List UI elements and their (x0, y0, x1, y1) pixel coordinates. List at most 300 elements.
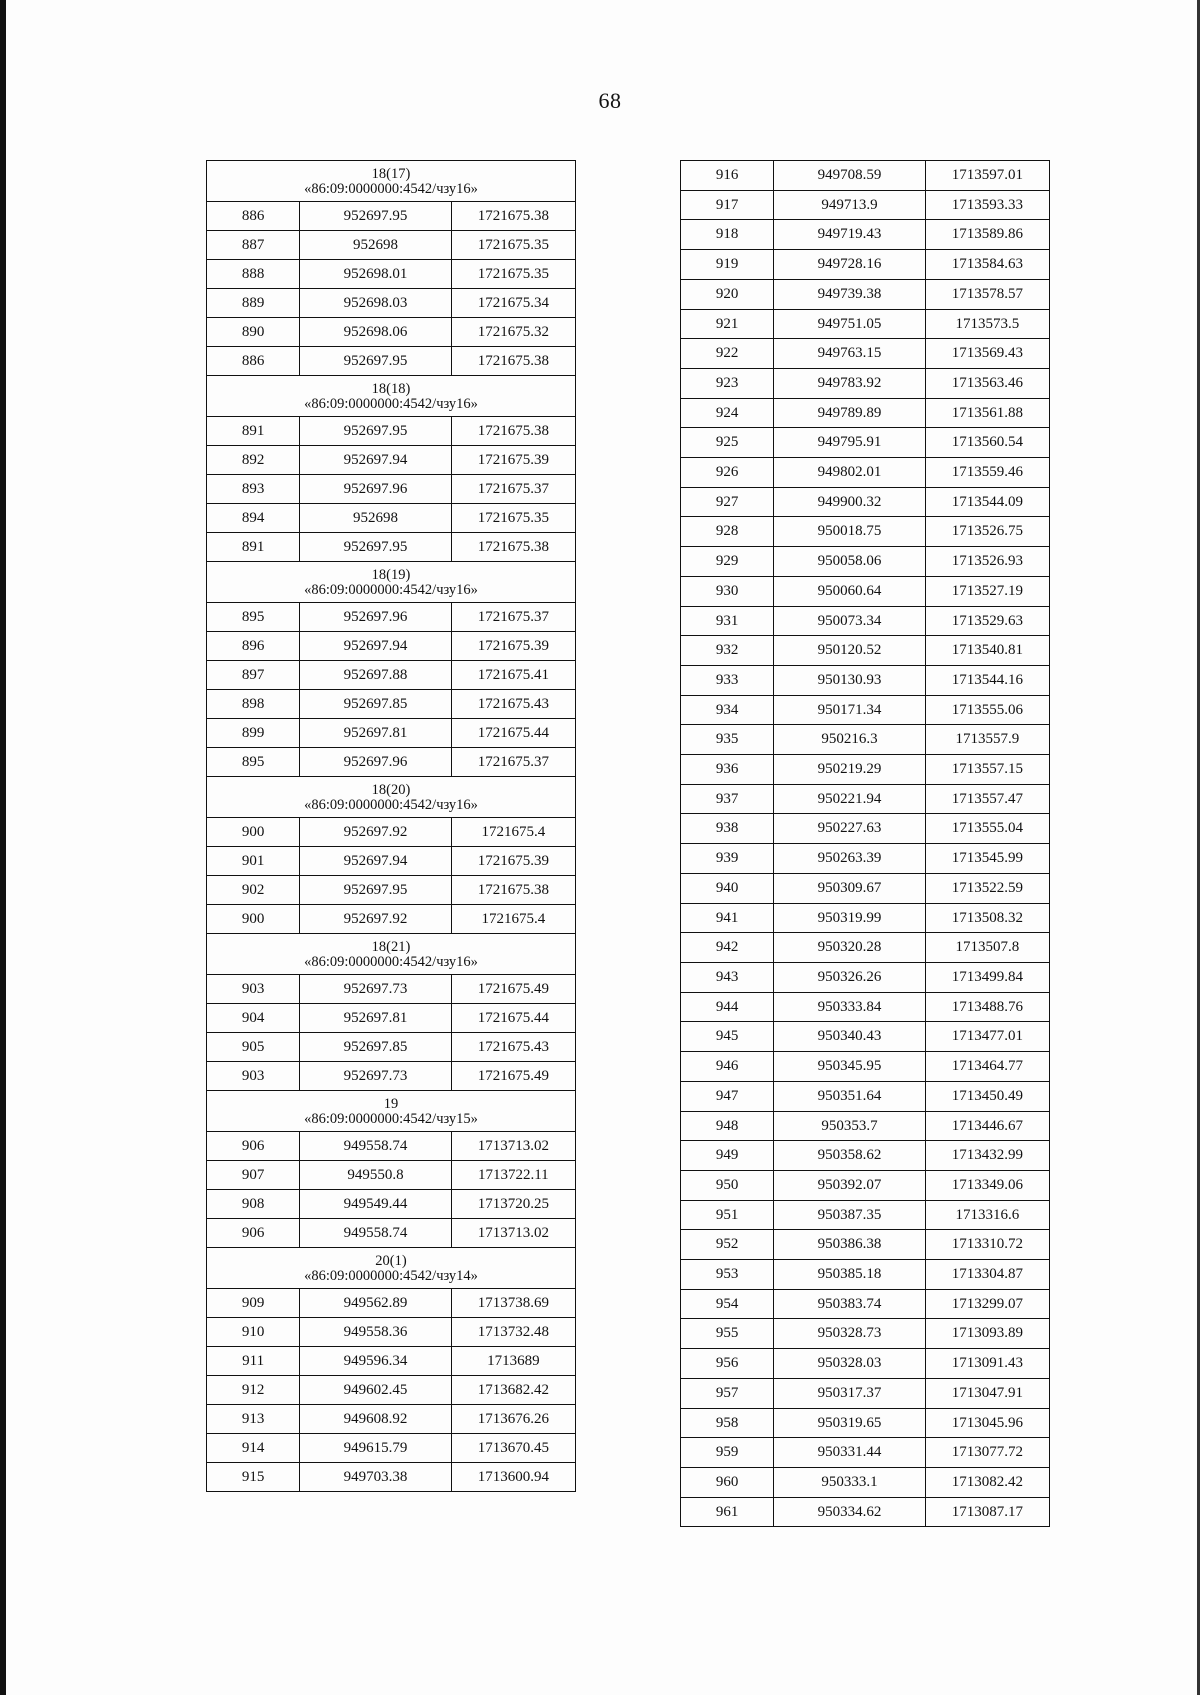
table-row (207, 347, 576, 376)
x-coordinate-cell: 952697.96 (300, 603, 451, 632)
table-row (681, 428, 1050, 458)
section-title: 18(18) (371, 381, 411, 397)
table-row (207, 818, 576, 847)
y-coordinate-cell: 1713593.33 (925, 190, 1049, 220)
y-coordinate-cell: 1721675.39 (451, 632, 575, 661)
point-number-cell: 905 (207, 1033, 300, 1062)
table-row (207, 446, 576, 475)
point-number-cell: 942 (681, 933, 774, 963)
x-coordinate-cell: 949550.8 (300, 1161, 451, 1190)
point-number-cell: 941 (681, 903, 774, 933)
table-row (681, 1319, 1050, 1349)
x-coordinate-cell: 949615.79 (300, 1434, 451, 1463)
table-row (681, 933, 1050, 963)
y-coordinate-cell: 1713077.72 (925, 1438, 1049, 1468)
x-coordinate-cell: 952697.85 (300, 690, 451, 719)
y-coordinate-cell: 1713349.06 (925, 1170, 1049, 1200)
point-number-cell: 899 (207, 719, 300, 748)
table-row (207, 661, 576, 690)
table-row (681, 517, 1050, 547)
point-number-cell: 947 (681, 1081, 774, 1111)
table-row (681, 606, 1050, 636)
x-coordinate-cell: 949751.05 (774, 309, 925, 339)
point-number-cell: 926 (681, 458, 774, 488)
section-title: 20(1) (375, 1253, 407, 1269)
point-number-cell: 903 (207, 1062, 300, 1091)
scan-edge-left (0, 0, 6, 1695)
x-coordinate-cell: 950219.29 (774, 755, 925, 785)
x-coordinate-cell: 952697.94 (300, 847, 451, 876)
section-cadastral-code: «86:09:0000000:4542/чзу15» (304, 1111, 478, 1127)
x-coordinate-cell: 950221.94 (774, 784, 925, 814)
point-number-cell: 900 (207, 905, 300, 934)
point-number-cell: 906 (207, 1219, 300, 1248)
y-coordinate-cell: 1713557.47 (925, 784, 1049, 814)
y-coordinate-cell: 1713540.81 (925, 636, 1049, 666)
table-row (207, 231, 576, 260)
table-row (207, 1463, 576, 1492)
point-number-cell: 934 (681, 695, 774, 725)
y-coordinate-cell: 1713569.43 (925, 339, 1049, 369)
x-coordinate-cell: 952698 (300, 231, 451, 260)
point-number-cell: 950 (681, 1170, 774, 1200)
y-coordinate-cell: 1713722.11 (451, 1161, 575, 1190)
point-number-cell: 944 (681, 992, 774, 1022)
point-number-cell: 889 (207, 289, 300, 318)
table-row (681, 1141, 1050, 1171)
y-coordinate-cell: 1713316.6 (925, 1200, 1049, 1230)
y-coordinate-cell: 1713545.99 (925, 844, 1049, 874)
x-coordinate-cell: 949789.89 (774, 398, 925, 428)
y-coordinate-cell: 1721675.43 (451, 690, 575, 719)
point-number-cell: 896 (207, 632, 300, 661)
y-coordinate-cell: 1721675.38 (451, 347, 575, 376)
x-coordinate-cell: 950392.07 (774, 1170, 925, 1200)
y-coordinate-cell: 1713087.17 (925, 1497, 1049, 1527)
section-header (207, 376, 576, 417)
section-title: 18(17) (371, 166, 411, 182)
y-coordinate-cell: 1721675.44 (451, 719, 575, 748)
table-row (681, 1230, 1050, 1260)
y-coordinate-cell: 1713507.8 (925, 933, 1049, 963)
y-coordinate-cell: 1721675.4 (451, 818, 575, 847)
table-row (207, 1161, 576, 1190)
table-row (681, 576, 1050, 606)
section-header-row (207, 1248, 576, 1289)
y-coordinate-cell: 1713446.67 (925, 1111, 1049, 1141)
x-coordinate-cell: 952697.95 (300, 876, 451, 905)
table-row (207, 1318, 576, 1347)
table-row (681, 1349, 1050, 1379)
x-coordinate-cell: 949713.9 (774, 190, 925, 220)
section-header (207, 1091, 576, 1132)
y-coordinate-cell: 1713563.46 (925, 368, 1049, 398)
y-coordinate-cell: 1713713.02 (451, 1219, 575, 1248)
point-number-cell: 914 (207, 1434, 300, 1463)
y-coordinate-cell: 1713589.86 (925, 220, 1049, 250)
section-header-row (207, 161, 576, 202)
table-row (681, 1052, 1050, 1082)
point-number-cell: 891 (207, 417, 300, 446)
table-row (681, 903, 1050, 933)
table-row (681, 1438, 1050, 1468)
table-row (207, 289, 576, 318)
y-coordinate-cell: 1713544.09 (925, 487, 1049, 517)
table-row (681, 1289, 1050, 1319)
point-number-cell: 897 (207, 661, 300, 690)
page-number: 68 (598, 88, 622, 113)
table-row (681, 547, 1050, 577)
x-coordinate-cell: 950216.3 (774, 725, 925, 755)
y-coordinate-cell: 1713732.48 (451, 1318, 575, 1347)
table-row (681, 695, 1050, 725)
section-header (207, 1248, 576, 1289)
section-header-row (207, 777, 576, 818)
point-number-cell: 952 (681, 1230, 774, 1260)
y-coordinate-cell: 1713713.02 (451, 1132, 575, 1161)
table-row (681, 368, 1050, 398)
point-number-cell: 923 (681, 368, 774, 398)
point-number-cell: 955 (681, 1319, 774, 1349)
section-cadastral-code: «86:09:0000000:4542/чзу16» (304, 396, 478, 412)
y-coordinate-cell: 1713600.94 (451, 1463, 575, 1492)
x-coordinate-cell: 952697.92 (300, 818, 451, 847)
x-coordinate-cell: 952697.81 (300, 1004, 451, 1033)
table-row (681, 665, 1050, 695)
x-coordinate-cell: 950073.34 (774, 606, 925, 636)
point-number-cell: 916 (681, 161, 774, 191)
x-coordinate-cell: 950058.06 (774, 547, 925, 577)
y-coordinate-cell: 1713508.32 (925, 903, 1049, 933)
y-coordinate-cell: 1713555.06 (925, 695, 1049, 725)
table-row (681, 279, 1050, 309)
table-row (207, 905, 576, 934)
section-header-row (207, 934, 576, 975)
table-row (681, 487, 1050, 517)
table-row (207, 533, 576, 562)
x-coordinate-cell: 950340.43 (774, 1022, 925, 1052)
point-number-cell: 959 (681, 1438, 774, 1468)
x-coordinate-cell: 950263.39 (774, 844, 925, 874)
table-row (207, 1347, 576, 1376)
table-row (681, 1081, 1050, 1111)
section-title: 18(20) (371, 782, 411, 798)
x-coordinate-cell: 949596.34 (300, 1347, 451, 1376)
table-row (681, 161, 1050, 191)
x-coordinate-cell: 950171.34 (774, 695, 925, 725)
section-title: 19 (383, 1096, 399, 1112)
x-coordinate-cell: 949608.92 (300, 1405, 451, 1434)
table-row (207, 260, 576, 289)
table-row (207, 1062, 576, 1091)
point-number-cell: 895 (207, 603, 300, 632)
section-title: 18(19) (371, 567, 411, 583)
y-coordinate-cell: 1713522.59 (925, 873, 1049, 903)
point-number-cell: 887 (207, 231, 300, 260)
point-number-cell: 911 (207, 1347, 300, 1376)
table-row (681, 398, 1050, 428)
x-coordinate-cell: 949703.38 (300, 1463, 451, 1492)
table-row (681, 873, 1050, 903)
table-row (207, 318, 576, 347)
y-coordinate-cell: 1721675.39 (451, 446, 575, 475)
y-coordinate-cell: 1721675.32 (451, 318, 575, 347)
x-coordinate-cell: 950018.75 (774, 517, 925, 547)
y-coordinate-cell: 1713557.9 (925, 725, 1049, 755)
point-number-cell: 946 (681, 1052, 774, 1082)
x-coordinate-cell: 950345.95 (774, 1052, 925, 1082)
point-number-cell: 945 (681, 1022, 774, 1052)
point-number-cell: 931 (681, 606, 774, 636)
table-row (681, 962, 1050, 992)
point-number-cell: 938 (681, 814, 774, 844)
x-coordinate-cell: 949900.32 (774, 487, 925, 517)
point-number-cell: 892 (207, 446, 300, 475)
x-coordinate-cell: 949558.36 (300, 1318, 451, 1347)
point-number-cell: 953 (681, 1260, 774, 1290)
point-number-cell: 898 (207, 690, 300, 719)
y-coordinate-cell: 1713304.87 (925, 1260, 1049, 1290)
x-coordinate-cell: 950333.84 (774, 992, 925, 1022)
y-coordinate-cell: 1713584.63 (925, 250, 1049, 280)
table-row (207, 975, 576, 1004)
x-coordinate-cell: 949602.45 (300, 1376, 451, 1405)
y-coordinate-cell: 1713573.5 (925, 309, 1049, 339)
point-number-cell: 886 (207, 202, 300, 231)
table-row (681, 784, 1050, 814)
x-coordinate-cell: 949558.74 (300, 1132, 451, 1161)
x-coordinate-cell: 950385.18 (774, 1260, 925, 1290)
x-coordinate-cell: 950120.52 (774, 636, 925, 666)
point-number-cell: 933 (681, 665, 774, 695)
point-number-cell: 894 (207, 504, 300, 533)
point-number-cell: 954 (681, 1289, 774, 1319)
table-row (207, 1004, 576, 1033)
y-coordinate-cell: 1713432.99 (925, 1141, 1049, 1171)
table-row (207, 1190, 576, 1219)
x-coordinate-cell: 952697.73 (300, 1062, 451, 1091)
table-row (681, 992, 1050, 1022)
x-coordinate-cell: 952698.01 (300, 260, 451, 289)
table-row (207, 603, 576, 632)
y-coordinate-cell: 1713527.19 (925, 576, 1049, 606)
table-row (207, 475, 576, 504)
x-coordinate-cell: 950320.28 (774, 933, 925, 963)
y-coordinate-cell: 1721675.34 (451, 289, 575, 318)
x-coordinate-cell: 952698.03 (300, 289, 451, 318)
table-row (207, 1405, 576, 1434)
table-row (681, 250, 1050, 280)
y-coordinate-cell: 1713597.01 (925, 161, 1049, 191)
table-row (207, 690, 576, 719)
section-title: 18(21) (371, 939, 411, 955)
point-number-cell: 890 (207, 318, 300, 347)
y-coordinate-cell: 1721675.44 (451, 1004, 575, 1033)
y-coordinate-cell: 1713738.69 (451, 1289, 575, 1318)
point-number-cell: 915 (207, 1463, 300, 1492)
point-number-cell: 908 (207, 1190, 300, 1219)
point-number-cell: 918 (681, 220, 774, 250)
y-coordinate-cell: 1713299.07 (925, 1289, 1049, 1319)
table-row (681, 1200, 1050, 1230)
point-number-cell: 901 (207, 847, 300, 876)
table-row (207, 1289, 576, 1318)
point-number-cell: 912 (207, 1376, 300, 1405)
y-coordinate-cell: 1713689 (451, 1347, 575, 1376)
x-coordinate-cell: 950383.74 (774, 1289, 925, 1319)
point-number-cell: 895 (207, 748, 300, 777)
point-number-cell: 957 (681, 1378, 774, 1408)
y-coordinate-cell: 1713682.42 (451, 1376, 575, 1405)
x-coordinate-cell: 950130.93 (774, 665, 925, 695)
table-row (681, 725, 1050, 755)
point-number-cell: 943 (681, 962, 774, 992)
point-number-cell: 956 (681, 1349, 774, 1379)
x-coordinate-cell: 952697.95 (300, 202, 451, 231)
table-row (681, 1022, 1050, 1052)
x-coordinate-cell: 952698 (300, 504, 451, 533)
table-row (207, 504, 576, 533)
table-row (681, 1111, 1050, 1141)
x-coordinate-cell: 952697.81 (300, 719, 451, 748)
x-coordinate-cell: 949739.38 (774, 279, 925, 309)
table-row (207, 847, 576, 876)
point-number-cell: 904 (207, 1004, 300, 1033)
point-number-cell: 902 (207, 876, 300, 905)
y-coordinate-cell: 1721675.37 (451, 603, 575, 632)
y-coordinate-cell: 1713555.04 (925, 814, 1049, 844)
section-cadastral-code: «86:09:0000000:4542/чзу14» (304, 1268, 478, 1284)
point-number-cell: 886 (207, 347, 300, 376)
table-row (681, 220, 1050, 250)
y-coordinate-cell: 1713526.75 (925, 517, 1049, 547)
y-coordinate-cell: 1713091.43 (925, 1349, 1049, 1379)
table-row (207, 1219, 576, 1248)
x-coordinate-cell: 952697.95 (300, 347, 451, 376)
point-number-cell: 906 (207, 1132, 300, 1161)
y-coordinate-cell: 1713544.16 (925, 665, 1049, 695)
section-cadastral-code: «86:09:0000000:4542/чзу16» (304, 181, 478, 197)
table-row (681, 309, 1050, 339)
section-header (207, 777, 576, 818)
x-coordinate-cell: 949562.89 (300, 1289, 451, 1318)
y-coordinate-cell: 1713670.45 (451, 1434, 575, 1463)
y-coordinate-cell: 1721675.49 (451, 1062, 575, 1091)
x-coordinate-cell: 950060.64 (774, 576, 925, 606)
x-coordinate-cell: 949708.59 (774, 161, 925, 191)
y-coordinate-cell: 1713499.84 (925, 962, 1049, 992)
y-coordinate-cell: 1713559.46 (925, 458, 1049, 488)
x-coordinate-cell: 949795.91 (774, 428, 925, 458)
coordinates-table-left (206, 160, 576, 1492)
table-row (207, 1434, 576, 1463)
y-coordinate-cell: 1721675.37 (451, 475, 575, 504)
table-row (681, 458, 1050, 488)
section-header (207, 562, 576, 603)
section-header-row (207, 562, 576, 603)
x-coordinate-cell: 950358.62 (774, 1141, 925, 1171)
y-coordinate-cell: 1713488.76 (925, 992, 1049, 1022)
point-number-cell: 932 (681, 636, 774, 666)
table-row (207, 202, 576, 231)
section-cadastral-code: «86:09:0000000:4542/чзу16» (304, 954, 478, 970)
point-number-cell: 927 (681, 487, 774, 517)
x-coordinate-cell: 952697.95 (300, 533, 451, 562)
point-number-cell: 910 (207, 1318, 300, 1347)
table-row (207, 1132, 576, 1161)
x-coordinate-cell: 950317.37 (774, 1378, 925, 1408)
table-row (207, 719, 576, 748)
x-coordinate-cell: 950334.62 (774, 1497, 925, 1527)
x-coordinate-cell: 950227.63 (774, 814, 925, 844)
table-row (207, 748, 576, 777)
table-row (681, 814, 1050, 844)
x-coordinate-cell: 952697.92 (300, 905, 451, 934)
y-coordinate-cell: 1721675.35 (451, 504, 575, 533)
x-coordinate-cell: 949558.74 (300, 1219, 451, 1248)
section-header-row (207, 376, 576, 417)
y-coordinate-cell: 1713477.01 (925, 1022, 1049, 1052)
section-header (207, 161, 576, 202)
section-cadastral-code: «86:09:0000000:4542/чзу16» (304, 797, 478, 813)
x-coordinate-cell: 950328.73 (774, 1319, 925, 1349)
table-row (681, 339, 1050, 369)
x-coordinate-cell: 949728.16 (774, 250, 925, 280)
point-number-cell: 937 (681, 784, 774, 814)
point-number-cell: 960 (681, 1467, 774, 1497)
point-number-cell: 948 (681, 1111, 774, 1141)
y-coordinate-cell: 1713047.91 (925, 1378, 1049, 1408)
table-row (681, 1467, 1050, 1497)
point-number-cell: 913 (207, 1405, 300, 1434)
y-coordinate-cell: 1721675.38 (451, 876, 575, 905)
table-row (207, 1033, 576, 1062)
x-coordinate-cell: 950331.44 (774, 1438, 925, 1468)
point-number-cell: 919 (681, 250, 774, 280)
y-coordinate-cell: 1721675.4 (451, 905, 575, 934)
table-row (681, 844, 1050, 874)
section-header (207, 934, 576, 975)
x-coordinate-cell: 950386.38 (774, 1230, 925, 1260)
point-number-cell: 928 (681, 517, 774, 547)
table-row (207, 632, 576, 661)
y-coordinate-cell: 1721675.35 (451, 260, 575, 289)
section-header-row (207, 1091, 576, 1132)
x-coordinate-cell: 950328.03 (774, 1349, 925, 1379)
y-coordinate-cell: 1713557.15 (925, 755, 1049, 785)
point-number-cell: 888 (207, 260, 300, 289)
y-coordinate-cell: 1713561.88 (925, 398, 1049, 428)
y-coordinate-cell: 1713578.57 (925, 279, 1049, 309)
x-coordinate-cell: 949549.44 (300, 1190, 451, 1219)
y-coordinate-cell: 1713093.89 (925, 1319, 1049, 1349)
x-coordinate-cell: 949719.43 (774, 220, 925, 250)
y-coordinate-cell: 1713720.25 (451, 1190, 575, 1219)
x-coordinate-cell: 952697.96 (300, 748, 451, 777)
y-coordinate-cell: 1713560.54 (925, 428, 1049, 458)
x-coordinate-cell: 952697.73 (300, 975, 451, 1004)
coordinates-table-right (680, 160, 1050, 1527)
table-row (681, 755, 1050, 785)
point-number-cell: 893 (207, 475, 300, 504)
point-number-cell: 903 (207, 975, 300, 1004)
point-number-cell: 922 (681, 339, 774, 369)
y-coordinate-cell: 1713676.26 (451, 1405, 575, 1434)
point-number-cell: 909 (207, 1289, 300, 1318)
x-coordinate-cell: 952697.94 (300, 446, 451, 475)
point-number-cell: 961 (681, 1497, 774, 1527)
y-coordinate-cell: 1721675.39 (451, 847, 575, 876)
